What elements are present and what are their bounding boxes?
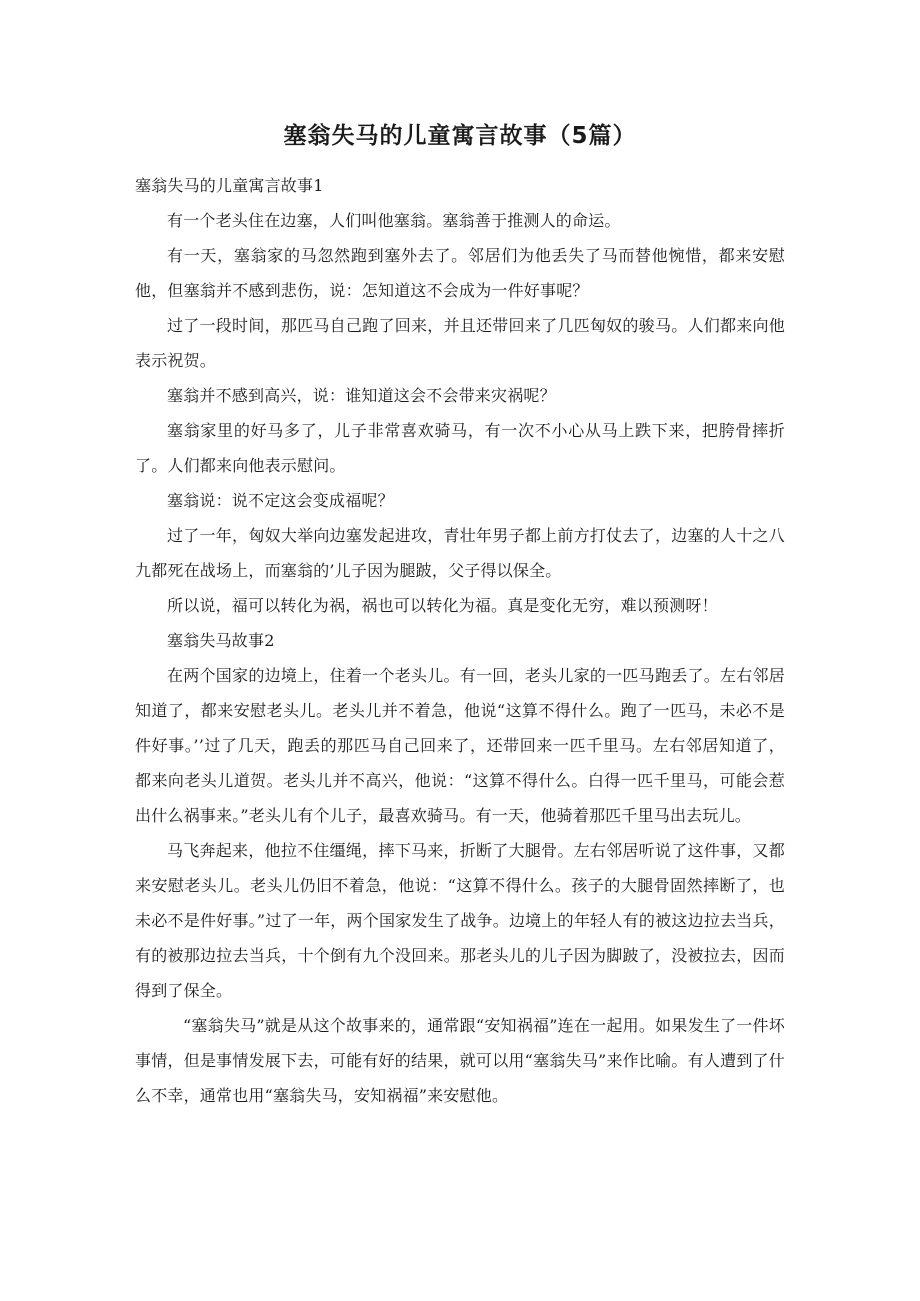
paragraph: 塞翁说：说不定这会变成福呢？ xyxy=(167,491,394,510)
paragraph: 过了一段时间，那匹马自己跑了回来，并且还带回来了几匹匈奴的骏马。人们都来向他表示祝贺。 xyxy=(135,316,785,370)
paragraph: 有一天，塞翁家的马忽然跑到塞外去了。邻居们为他丢失了马而替他惋惜，都来安慰他，但塞翁并不感到悲伤，说：怎知道这不会成为一件好事呢？ xyxy=(135,246,785,300)
paragraph: 马飞奔起来，他拉不住缰绳，摔下马来，折断了大腿骨。左右邻居听说了这件事，又都来安慰老头儿。老头儿仍旧不着急，他说：“这算不得什么。孩子的大腿骨固然摔断了，也未必不是件好事。”过了一年，两个国家发生了战争。边境上的年轻人有的被这边拉去当兵，有的被那边拉去当兵，十个倒有九个没回来。那老头儿的儿子因为脚跛了，没被拉去，因而得到了保全。 xyxy=(135,841,785,1000)
paragraph: 所以说，福可以转化为祸，祸也可以转化为福。真是变化无穷，难以预测呀！ xyxy=(167,596,718,615)
paragraph: 过了一年，匈奴大举向边塞发起进攻，青壮年男子都上前方打仗去了，边塞的人十之八九都死在战场上，而塞翁的’儿子因为腿跛，父子得以保全。 xyxy=(135,526,785,580)
section-1-heading: 塞翁失马的儿童寓言故事1 xyxy=(135,176,324,195)
section-2-heading: 塞翁失马故事2 xyxy=(167,631,275,650)
document-body xyxy=(135,168,785,1113)
paragraph: 塞翁家里的好马多了，儿子非常喜欢骑马，有一次不小心从马上跌下来，把胯骨摔折了。人们都来向他表示慰问。 xyxy=(135,421,785,475)
paragraph: 塞翁并不感到高兴，说：谁知道这会不会带来灾祸呢？ xyxy=(167,386,556,405)
document-title: 塞翁失马的儿童寓言故事（5篇） xyxy=(283,123,637,149)
closing-paragraph: “塞翁失马”就是从这个故事来的，通常跟“安知祸福”连在一起用。如果发生了一件坏事情，但是事情发展下去，可能有好的结果，就可以用“塞翁失马”来作比喻。有人遭到了什么不幸，通常也用“塞翁失马，安知祸福”来安慰他。 xyxy=(135,1016,785,1105)
paragraph: 有一个老头住在边塞，人们叫他塞翁。塞翁善于推测人的命运。 xyxy=(167,211,621,230)
paragraph: 在两个国家的边境上，住着一个老头儿。有一回，老头儿家的一匹马跑丢了。左右邻居知道了，都来安慰老头儿。老头儿并不着急，他说“这算不得什么。跑了一匹马，未必不是件好事。’’过了几天，跑丢的那匹马自己回来了，还带回来一匹千里马。左右邻居知道了，都来向老头儿道贺。老头儿并不高兴，他说：“这算不得什么。白得一匹千里马，可能会惹出什么祸事来。”老头儿有个儿子，最喜欢骑马。有一天，他骑着那匹千里马出去玩儿。 xyxy=(135,666,785,825)
